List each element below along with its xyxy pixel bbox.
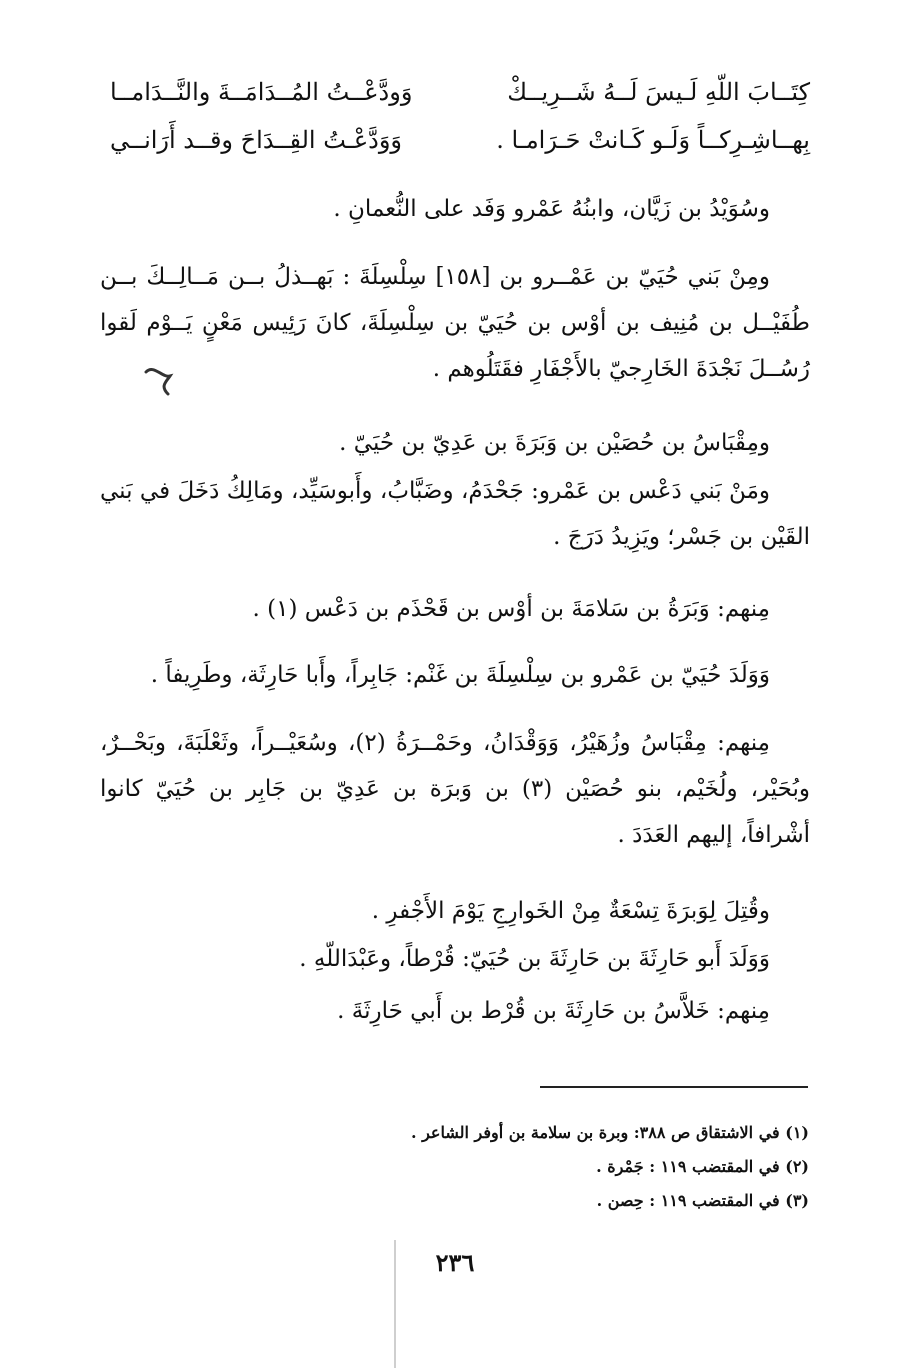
footnote-separator (540, 1086, 808, 1088)
scan-fold-line (394, 1240, 396, 1368)
verse-line-2 (110, 118, 810, 168)
footnote-1: (١) في الاشتقاق ص ٣٨٨: وبرة بن سلامة بن أوفر الشاعر . (410, 1123, 809, 1142)
handwritten-mark-icon (140, 360, 180, 400)
verse-line-2-first-hemistich: بِهــاشِـرِكــاً وَلَـو كَـانتْ حَـرَامـا . (496, 126, 810, 154)
paragraph-wabara-killed: وقُتِلَ لِوَبرَةَ تِسْعَةٌ مِنْ الخَوارِجِ يَوْمَ الأَجْفرِ . (371, 898, 770, 924)
verse-line-2-second-hemistich: وَوَدَّعْـتُ القِــدَاحَ وقــد أَرَانــي (110, 126, 403, 154)
footnote-3: (٣) في المقتضب ١١٩ : حِصن . (596, 1191, 809, 1210)
paragraph-miqbas: ومِقْبَاسُ بن حُصَيْن بن وَبَرَةَ بن عَدِيّ بن حُيَيّ . (339, 430, 770, 456)
paragraph-wabara: مِنهم: وَبَرَةُ بن سَلامَةَ بن أوْس بن قَحْذَم بن دَعْس (١) . (252, 596, 770, 622)
paragraph-abu-haritha: وَوَلَدَ أَبو حَارِثَةَ بن حَارِثَةَ بن حُيَيّ: قُرْطاً، وعَبْدَاللّهِ . (299, 946, 770, 972)
paragraph-khallas: مِنهم: خَلاَّسُ بن حَارِثَةَ بن قُرْط بن أَبي حَارِثَةَ . (337, 998, 770, 1024)
verse-line-1-second-hemistich: وَودَّعْــتُ المُــدَامَــةَ والنَّــدَامــا (110, 78, 413, 106)
verse-line-1 (110, 70, 810, 120)
page-number: ٢٣٦ (435, 1248, 475, 1277)
paragraph-miqbas-zuhayr: مِنهم: مِقْبَاسُ وزُهَيْرُ، وَوَقْدَانُ، وحَمْــرَةُ (٢)، وسُعَيْــراً، وثَعْلَبَةَ، وبَحْــرٌ، وبُحَيْر، ولُخَيْم، بنو حُصَيْن (٣) بن وَبرَة بن عَدِيّ بن جَابِر بن حُيَيّ كانوا أشْرافاً، إليهم العَدَدَ . (100, 730, 810, 848)
footnote-2: (٢) في المقتضب ١١٩ : جَمْرة . (596, 1157, 809, 1176)
paragraph-suwayd: وسُوَيْدُ بن زَيَّان، وابنُهُ عَمْرو وَفَد على النُّعمانِ . (333, 196, 770, 222)
paragraph-bani-das: ومَنْ بَني دَعْس بن عَمْرو: جَحْدَمُ، وضَبَّابُ، وأَبوسَيِّد، ومَالِكُ دَخَلَ في بَني القَيْن بن جَسْر؛ ويَزِيدُ دَرَجَ . (100, 478, 810, 550)
paragraph-huyay-children: وَوَلَدَ حُيَيّ بن عَمْرو بن سِلْسِلَةَ بن غَنْم: جَابِراً، وأَبا حَارِثَة، وطَرِيفاً . (150, 662, 770, 688)
paragraph-bani-huyay: ومِنْ بَني حُيَيّ بن عَمْــرو بن [١٥٨] سِلْسِلَةَ : بَهــذلُ بــن مَــالِــكَ بــن طُفَيْــل بن مُنِيف بن أوْس بن حُيَيّ بن سِلْسِلَةَ، كانَ رَئِيس مَعْنٍ يَــوْم لَقوا رُسُــلَ نَجْدَةَ الخَارِجيّ بالأَجْفَارِ فقَتَلُوهم . (100, 264, 810, 382)
verse-line-1-first-hemistich: كِتَــابَ اللّهِ لَـيسَ لَــهُ شَــرِيــكْ (507, 78, 810, 106)
